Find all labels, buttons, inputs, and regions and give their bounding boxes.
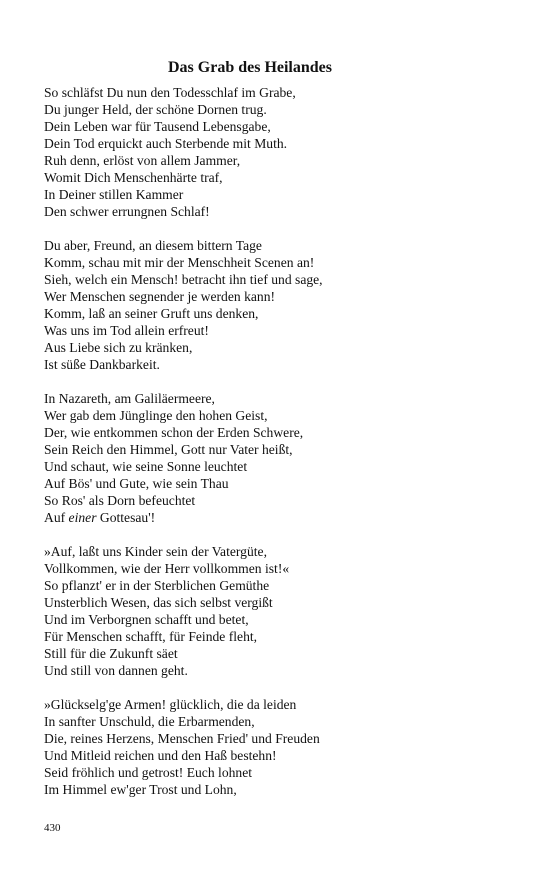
verse-line: Seid fröhlich und getrost! Euch lohnet — [44, 765, 253, 780]
verse-line: Wer gab dem Jünglinge den hohen Geist, — [44, 408, 268, 423]
page-number: 430 — [44, 822, 61, 834]
verse-line: Und still von dannen geht. — [44, 663, 188, 678]
verse-line: Und im Verborgnen schafft und betet, — [44, 612, 249, 627]
verse-line: Womit Dich Menschenhärte traf, — [44, 170, 223, 185]
poem-title — [0, 58, 500, 78]
verse-line: »Auf, laßt uns Kinder sein der Vatergüte, — [44, 544, 267, 559]
verse-line: In Nazareth, am Galiläermeere, — [44, 391, 215, 406]
verse-line: Ist süße Dankbarkeit. — [44, 357, 160, 372]
stanza-1 — [44, 84, 524, 220]
verse-line: In sanfter Unschuld, die Erbarmenden, — [44, 714, 255, 729]
verse-line: Aus Liebe sich zu kränken, — [44, 340, 193, 355]
verse-line: Die, reines Herzens, Menschen Fried' und Freuden — [44, 731, 320, 746]
verse-line: Ruh denn, erlöst von allem Jammer, — [44, 153, 241, 168]
verse-line: Und schaut, wie seine Sonne leuchtet — [44, 459, 248, 474]
verse-line: Komm, schau mit mir der Menschheit Scenen an! — [44, 255, 315, 270]
stanza-3 — [44, 390, 524, 526]
verse-line: Was uns im Tod allein erfreut! — [44, 323, 209, 338]
verse-line: Wer Menschen segnender je werden kann! — [44, 289, 276, 304]
emphasized-word: einer — [68, 510, 97, 525]
verse-line: So schläfst Du nun den Todesschlaf im Grabe, — [44, 85, 296, 100]
stanza-5 — [44, 696, 524, 798]
verse-line: Für Menschen schafft, für Feinde fleht, — [44, 629, 258, 644]
verse-line: Still für die Zukunft säet — [44, 646, 178, 661]
verse-line: In Deiner stillen Kammer — [44, 187, 184, 202]
verse-line: Vollkommen, wie der Herr vollkommen ist!« — [44, 561, 290, 576]
verse-line: Du aber, Freund, an diesem bittern Tage — [44, 238, 262, 253]
verse-line: Du junger Held, der schöne Dornen trug. — [44, 102, 267, 117]
verse-text: Auf — [44, 510, 69, 525]
poem-title-text: Das Grab des Heilandes — [167, 59, 332, 76]
verse-line: Unsterblich Wesen, das sich selbst vergißt — [44, 595, 273, 610]
verse-line: Und Mitleid reichen und den Haß bestehn! — [44, 748, 277, 763]
stanza-2 — [44, 237, 524, 373]
verse-line: »Glückselg'ge Armen! glücklich, die da leiden — [44, 697, 297, 712]
verse-line: Der, wie entkommen schon der Erden Schwere, — [44, 425, 304, 440]
verse-line: Dein Leben war für Tausend Lebensgabe, — [44, 119, 271, 134]
poem-body — [44, 84, 524, 815]
verse-line: Dein Tod erquickt auch Sterbende mit Muth. — [44, 136, 288, 151]
verse-line: Den schwer errungnen Schlaf! — [44, 204, 210, 219]
verse-line: So pflanzt' er in der Sterblichen Gemüthe — [44, 578, 270, 593]
verse-line: Sieh, welch ein Mensch! betracht ihn tief und sage, — [44, 272, 323, 287]
verse-line: Im Himmel ew'ger Trost und Lohn, — [44, 782, 237, 797]
verse-line: Auf Bös' und Gute, wie sein Thau — [44, 476, 229, 491]
verse-text: Gottesau'! — [96, 510, 156, 525]
stanza-4 — [44, 543, 524, 679]
verse-line-with-emphasis — [44, 509, 524, 526]
verse-line: So Ros' als Dorn befeuchtet — [44, 493, 196, 508]
verse-line: Komm, laß an seiner Gruft uns denken, — [44, 306, 259, 321]
verse-line: Sein Reich den Himmel, Gott nur Vater heißt, — [44, 442, 293, 457]
